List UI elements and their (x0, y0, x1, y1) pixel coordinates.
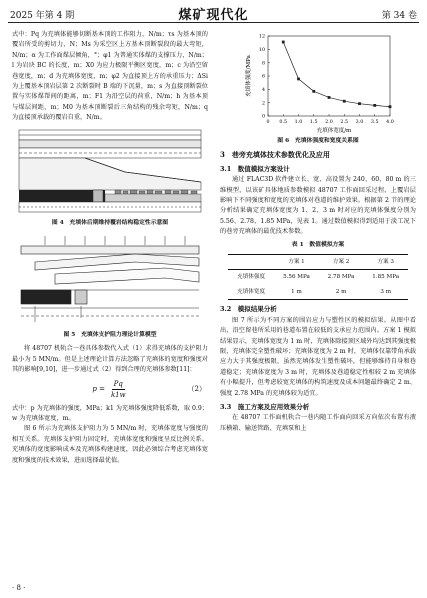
header-issue: 2025 年第 4 期 (10, 11, 75, 21)
body-paragraph-3: 图 6 所示为充填体支护阻力为 5 MN/m 时，充填体宽度与强度的相互关系。充填体支护阻力固定时，充填体宽度和强度呈反比例关系。充填体的宽度影响成本及充填体构建速度，因此必须综合考虑充填体宽度和强度的技术效果，进而选择最优值。 (12, 425, 208, 464)
table-cell: 1 m (291, 288, 302, 295)
equation-fraction (109, 379, 128, 401)
x-tick-label: 3.5 (370, 120, 379, 125)
equation-denominator: k1w (110, 391, 126, 400)
table-header-row (228, 255, 408, 270)
page-number: · 8 · (12, 584, 26, 592)
table-1 (228, 254, 408, 300)
body-paragraph-4: 通过 FLAC3D 软件建立长、宽、高设置为 240、60、80 m 的三维模型，以该矿具体地质参数模拟 48707 工作面回采过程，上覆岩层影响下不同强度和宽度的充填体对巷道的维护效果。根据第 2 节的理论分析结果确定充填体宽度为 1、2、3 m 时对应的充填体强度分别为 5.56、2.78、1.85 MPa，见表 1。通过数值模拟得到适用于淡工况下的巷旁充填体的最优技术参数。 (220, 176, 416, 236)
equation-lhs: p = (92, 385, 105, 394)
header-volume: 第 34 卷 (381, 11, 417, 21)
table-cell: 2 m (335, 288, 347, 295)
symbol-definitions: 式中：Pq 为充填体能够切断基本顶的工作阻力，N/m；τs 为基本顶的覆岩所受的剪切力，N；Ms 为采空区上方基本顶断裂段的最大弯矩，N/m；α 为工作面煤层倾角，°；φ1 为普通实体煤的支撑压力，N/m；l 为岩块 BC 的长度，m；X0 为应力极限平衡区宽度，m；c 为沿空留巷宽度，m；d 为充填体宽度，m；φ2 为直接顶上方的承重压力；ΔSi 为上覆基本顶岩层第 2 次断裂时 B 端的下沉量，m；s 为直接顶断裂位置与实体煤帮间的距离，m；F1 为沿空层的荷重，N/m；h 为基本顶与煤层间距，m；M0 为基本顶断裂后三角结构的残余弯矩，N/m；q 为直接顶承载的覆岩自重，N/m。 (12, 31, 208, 122)
data-point (282, 41, 285, 44)
y-tick-label: 2 (261, 101, 265, 107)
page-header (0, 0, 427, 26)
figure-6-caption: 图 6 充填体强度和宽度关系图 (277, 138, 359, 144)
x-tick-label: 0 (266, 120, 270, 125)
y-tick-label: 12 (258, 34, 265, 40)
table-header-cell: 方案 3 (377, 259, 394, 266)
series-line (283, 42, 390, 107)
x-tick-label: 1.0 (294, 120, 303, 125)
chart-series (282, 41, 392, 109)
y-tick-label: 8 (261, 61, 265, 67)
figure-5 (15, 232, 205, 328)
data-point (358, 102, 361, 105)
body-paragraph-6: 在 48707 工作面机轨合一巷内随工作面向回采方向依次布置有液压横箱、输送管路、充填泵和上 (220, 414, 416, 432)
body-paragraph-2: 式中：p 为充填体的强度，MPa；k1 为充填体强度降低系数，取 0.9；w 为充填体宽度，m。 (12, 404, 208, 422)
x-tick-label: 0.5 (279, 120, 288, 125)
data-point (343, 100, 346, 103)
table-header-cell: 方案 1 (288, 259, 305, 266)
rock-beam-model (21, 246, 199, 316)
table-cell: 3 m (380, 288, 392, 295)
section-3-2-heading: 3.2 模拟结果分析 (220, 305, 277, 314)
floor-layers (19, 202, 201, 212)
x-tick-label: 2.0 (325, 120, 333, 125)
section-3-heading: 3 巷旁充填体技术参数优化及应用 (220, 150, 330, 160)
x-tick-label: 3.0 (355, 120, 364, 125)
header-rule (8, 22, 419, 23)
table-cell: 2.78 MPa (327, 274, 355, 281)
table-header-cell: 方案 2 (332, 259, 350, 266)
table-row (228, 285, 408, 300)
x-tick-label: 4.0 (386, 120, 394, 125)
body-paragraph-5: 图 7 所示为不同方案的围岩应力与塑性区的模拟结果。从图中看出，沿空留巷所采用的巷道布置在较低的支承应力范围内。方案 1 模拟结果显示，充填体宽度为 1 m 时，充填体除接顶区域外均达到其强度极限，充填体完全塑性破坏；充填体宽度为 2 m 时，充填体仅靠带角承载应力大于其强度极限，虽然充填体发生塑性破坏，但能够维持自身和巷道稳定；充填体宽度为 3 m 时，充填体及巷道稳定性相较 2 m 充填体有小幅提升，但考虑较宽充填体的构筑速度及成本问题最终确定 2 m、强度 2.78 MPa 的充填体较为适宜。 (220, 316, 416, 397)
table-cell: 充填体宽度 (237, 288, 266, 295)
journal-title: 煤矿现代化 (178, 8, 249, 23)
chart-ticks (259, 34, 394, 125)
section-3-1-heading: 3.1 数值模拟方案设计 (220, 164, 290, 173)
x-axis-label: 充填体宽度/m (316, 128, 352, 134)
section-3-3-heading: 3.3 施工方案及应用效果分析 (220, 402, 310, 411)
table-row (228, 270, 408, 285)
body-paragraph-1: 将 48707 机轨合一巷具体参数代入式（1）求得充填体的支护阻力最小为 5 MN/m。但是上述理论计算方法忽略了充填体的宽度和强度对其的影响[9,10]，进一步通过式（2）得到合理的充填体参数[11]： (12, 345, 208, 374)
data-point (297, 78, 300, 81)
right-column (220, 30, 416, 434)
y-tick-label: 6 (261, 74, 265, 80)
chart-axes (268, 36, 390, 116)
y-tick-label: 0 (261, 114, 265, 120)
equation-number: （2） (187, 385, 206, 394)
y-tick-label: 4 (261, 88, 265, 94)
y-axis-label: 充填体强度/MPa (246, 55, 252, 97)
table-cell: 5.56 MPa (283, 274, 310, 281)
data-point (312, 90, 315, 93)
y-tick-label: 10 (258, 48, 265, 54)
table-header-cell (228, 255, 274, 270)
data-point (389, 105, 392, 108)
table-cell: 1.85 MPa (372, 274, 400, 281)
data-point (373, 104, 376, 107)
x-tick-label: 2.5 (340, 120, 349, 125)
x-tick-label: 1.5 (309, 120, 318, 125)
table-cell: 充填体强度 (237, 274, 266, 281)
figure-5-caption: 图 5 充填体支护阻力理论计算模型 (63, 332, 157, 339)
figure-6-chart (238, 30, 398, 134)
equation-2 (12, 379, 208, 401)
equation-numerator: Pq (112, 379, 125, 390)
figure-4-caption: 图 4 充填体后期维持覆岩结构稳定性示意图 (51, 219, 169, 226)
strata-layers (19, 130, 201, 190)
figure-4 (15, 124, 205, 216)
left-column (12, 30, 208, 466)
data-point (328, 96, 331, 99)
plot-frame (268, 36, 390, 116)
table-1-caption: 表 1 数值模拟方案 (291, 241, 345, 248)
